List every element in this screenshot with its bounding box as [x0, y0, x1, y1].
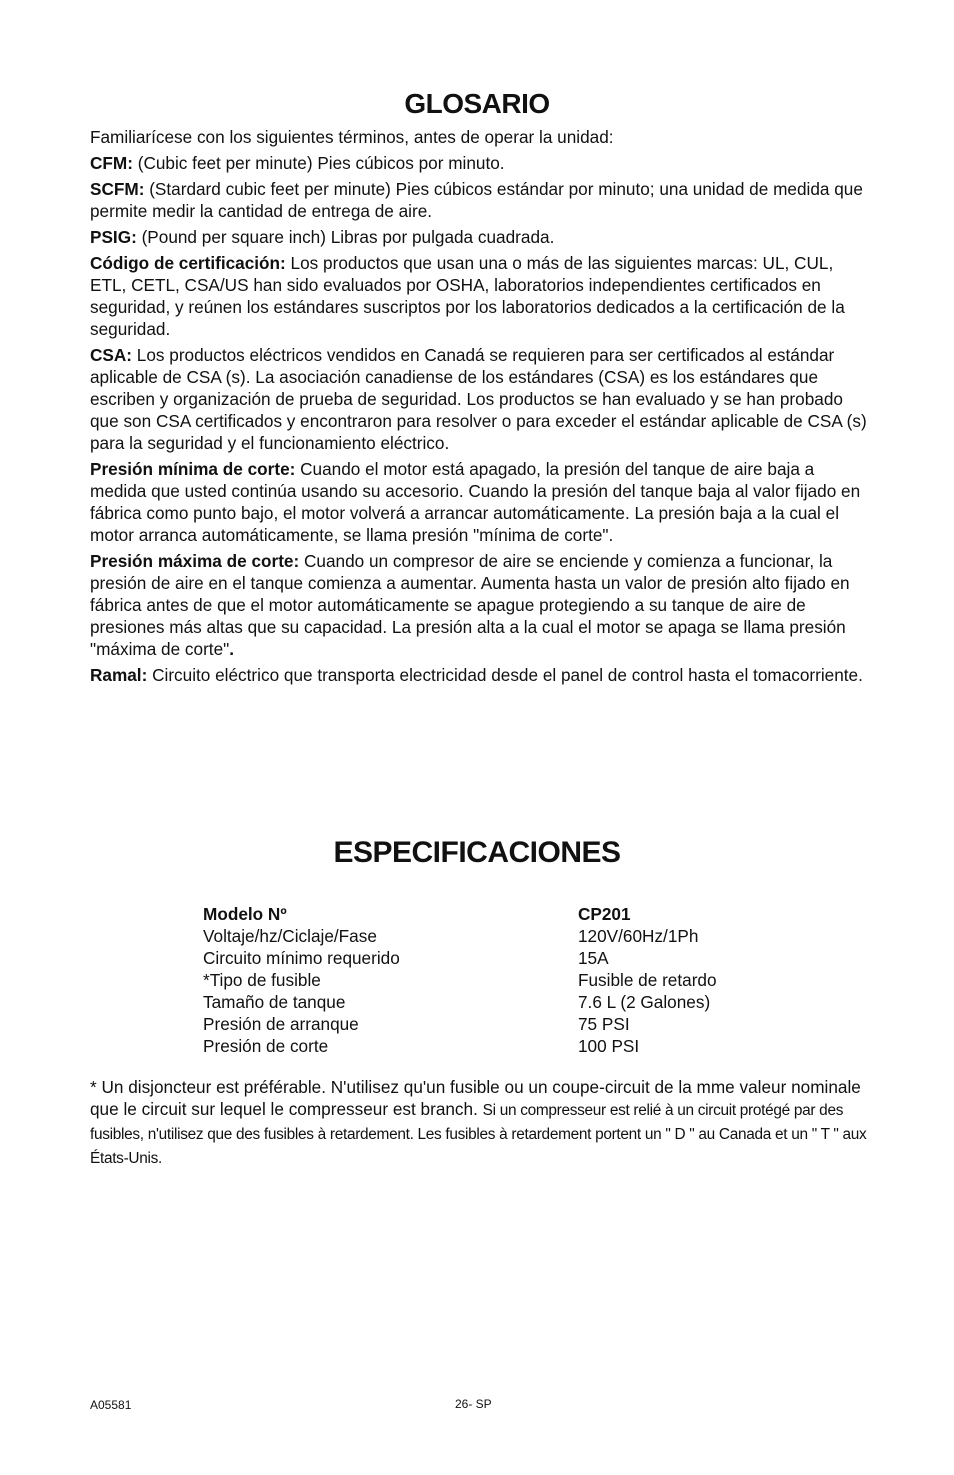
glossary-definition: Circuito eléctrico que transporta electricidad desde el panel de control hasta el tomacorriente.: [147, 665, 863, 685]
spec-label: Presión de corte: [203, 1036, 329, 1056]
spec-label: Modelo Nº: [203, 904, 287, 924]
table-row: [203, 1035, 838, 1057]
footnote-main-text: * Un disjoncteur est préférable. N'utilisez qu'un fusible ou un coupe-circuit de la mme valeur nominale que le circuit sur lequel le compresseur est branch.: [90, 1077, 861, 1119]
glossary-item-csa: [90, 344, 870, 454]
specs-table-header: [203, 903, 838, 925]
glossary-item-min-cut-pressure: [90, 458, 870, 546]
footnote-small-text: Si un compresseur est relié à un circuit protégé par des fusibles, n'utilisez que des fusibles à retardement. Les fusibles à retardement portent un " D " au Canada et un " T " aux États-Unis.: [90, 1102, 867, 1167]
glossary-definition-period: .: [229, 639, 235, 659]
page-number: 26- SP: [455, 1397, 492, 1411]
glossary-term: PSIG:: [90, 227, 137, 247]
spec-label: Voltaje/hz/Ciclaje/Fase: [203, 926, 377, 946]
glossary-definition: (Pound per square inch) Libras por pulgada cuadrada.: [136, 227, 555, 247]
glossary-section: [90, 126, 870, 690]
spec-value: 100 PSI: [578, 1036, 640, 1056]
spec-value: Fusible de retardo: [578, 970, 717, 990]
table-row: [203, 1013, 838, 1035]
spec-value: 75 PSI: [578, 1014, 630, 1034]
glossary-definition: Cuando el motor está apagado, la presión del tanque de aire baja a medida que usted continúa usando su accesorio. Cuando la presión del tanque baja al valor fijado en fábrica como punto bajo, el motor volverá a arrancar automáticamente. La presión baja a la cual el motor arranca automáticamente, se llama presión "mínima de corte".: [90, 459, 861, 545]
spec-label: Tamaño de tanque: [203, 992, 346, 1012]
table-row: [203, 991, 838, 1013]
table-row: [203, 969, 838, 991]
glossary-item-psig: [90, 226, 870, 248]
glossary-definition: Los productos que usan una o más de las siguientes marcas: UL, CUL, ETL, CETL, CSA/US han sido evaluados por OSHA, laboratorios independientes certificados en seguridad, y reúnen los estándares suscriptos por los laboratorios dedicados a la certificación de la seguridad.: [90, 253, 845, 339]
spec-label: Circuito mínimo requerido: [203, 948, 400, 968]
fuse-footnote: [90, 1076, 880, 1170]
glossary-definition: Los productos eléctricos vendidos en Canadá se requieren para ser certificados al estándar aplicable de CSA (s). La asociación canadiense de los estándares (CSA) es los estándares que escriben y organización de prueba de seguridad. Los productos se han evaluado y se han probado que son CSA certificados y encontraron para resolver o para exceder el estándar aplicable de CSA (s) para la seguridad y el funcionamiento eléctrico.: [90, 345, 867, 453]
specs-table: [203, 903, 838, 1057]
glossary-term: Ramal:: [90, 665, 148, 685]
glossary-item-cfm: [90, 152, 870, 174]
spec-value: CP201: [578, 904, 631, 924]
glossary-term: Código de certificación:: [90, 253, 286, 273]
spec-value: 7.6 L (2 Galones): [578, 992, 711, 1012]
document-code: A05581: [90, 1398, 132, 1412]
glossary-definition: (Stardard cubic feet per minute) Pies cúbicos estándar por minuto; una unidad de medida que permite medir la cantidad de entrega de aire.: [90, 179, 863, 221]
glossary-term: Presión máxima de corte:: [90, 551, 300, 571]
glossary-item-scfm: [90, 178, 870, 222]
glossary-intro: Familiarícese con los siguientes términos, antes de operar la unidad:: [90, 127, 614, 147]
glossary-item-ramal: [90, 664, 870, 686]
spec-label: Presión de arranque: [203, 1014, 359, 1034]
glossary-term: SCFM:: [90, 179, 145, 199]
spec-value: 15A: [578, 948, 609, 968]
glossary-definition: (Cubic feet per minute) Pies cúbicos por minuto.: [132, 153, 505, 173]
specs-title: ESPECIFICACIONES: [333, 836, 621, 869]
glossary-term: Presión mínima de corte:: [90, 459, 296, 479]
table-row: [203, 947, 838, 969]
glossary-item-max-cut-pressure: [90, 550, 870, 660]
glossary-title: GLOSARIO: [404, 88, 550, 119]
spec-label: *Tipo de fusible: [203, 970, 321, 990]
spec-value: 120V/60Hz/1Ph: [578, 926, 699, 946]
table-row: [203, 925, 838, 947]
glossary-term: CSA:: [90, 345, 133, 365]
glossary-definition: Cuando un compresor de aire se enciende y comienza a funcionar, la presión de aire en el tanque comienza a aumentar. Aumenta hasta un valor de presión alto fijado en fábrica antes de que el motor automáticamente se apague protegiendo a su tanque de aire de presiones más altas que su capacidad. La presión alta a la cual el motor se apaga se llama presión "máxima de corte": [90, 551, 850, 659]
glossary-term: CFM:: [90, 153, 133, 173]
glossary-item-certification-code: [90, 252, 870, 340]
